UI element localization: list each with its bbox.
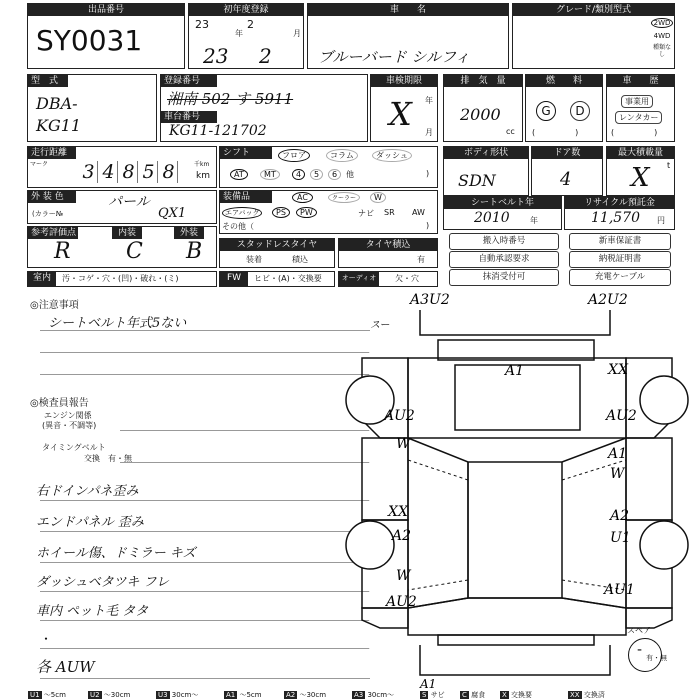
mileage-digit-5: 8 [160, 161, 178, 183]
mileage-marker: マーク [30, 161, 49, 168]
displacement-value: 2000 [460, 105, 501, 124]
rear-right-wheel [640, 521, 688, 569]
model-label: 型 式 [28, 75, 68, 87]
report-bullet-6: ・ [40, 632, 53, 646]
inspection-label: 車検期限 [371, 75, 437, 87]
timing-exchange: 交換 有・無 [84, 454, 132, 463]
front-bumper [420, 310, 610, 335]
recycle-box [564, 196, 675, 230]
legend-item-xx [568, 691, 605, 700]
history-commercial: 事業用 [621, 95, 653, 108]
mark-right-rear-quarter: AU1 [604, 582, 635, 598]
first-reg-month-unit: 月 [293, 29, 301, 38]
history-label: 車 歴 [607, 75, 674, 87]
first-registration-label: 初年度登録 [189, 4, 303, 16]
equipment-label: 装備品 [220, 191, 272, 203]
interior-cond-label: 室内 [28, 272, 56, 286]
legend-text: 腐食 [468, 691, 486, 699]
legend-key: C [462, 691, 467, 699]
interior-grade: C [126, 239, 143, 264]
report-item-7: 各 AUW [36, 658, 95, 676]
legend-key: X [502, 691, 507, 699]
lot-number-label: 出品番号 [28, 4, 184, 16]
equip-sr: SR [384, 208, 395, 217]
roof [468, 462, 562, 598]
grade-box [512, 3, 675, 69]
note-line [120, 462, 370, 463]
mark-left-rear-xx: XX [388, 504, 408, 520]
fuel-d: D [570, 101, 590, 121]
ref-score-label: 参考評価点 [28, 227, 78, 239]
mark-bumper: スー [370, 320, 390, 331]
interior-cond-options: 汚・コゲ・穴・(凹)・破れ・(ミ) [62, 274, 179, 283]
drive-4wd: 4WD [653, 32, 671, 40]
mark-left-rear-door: A2 [392, 528, 412, 544]
tire-load-box [338, 238, 438, 268]
note-line [40, 562, 370, 563]
legend-key: U1 [30, 691, 40, 699]
legend-key: S [422, 691, 427, 699]
equip-ac: AC [292, 192, 313, 203]
mark-rear-bottom: A1 [420, 677, 437, 690]
lot-number-value: SY0031 [36, 24, 143, 57]
recycle-label: リサイクル預託金 [565, 197, 674, 209]
fw-label: FW [220, 272, 248, 286]
legend-item-c [460, 691, 485, 700]
legend-key: U2 [90, 691, 100, 699]
equipment-box [219, 190, 438, 234]
timing-label: タイミングベルト [42, 443, 106, 452]
windshield [408, 438, 626, 462]
capacity-value: X [631, 163, 650, 193]
equip-aw: AW [412, 208, 425, 217]
history-box [606, 74, 675, 142]
mark-right-front-fender: AU2 [606, 408, 637, 424]
body-label: ボディ形状 [444, 147, 528, 159]
first-registration-box [188, 3, 304, 69]
mileage-digit-2: 4 [100, 161, 118, 183]
report-item-3: ホイール傷、ドミラー キズ [36, 546, 196, 561]
exterior-label: 外装 [174, 227, 204, 239]
mark-top-left: A3U2 [410, 292, 450, 308]
note-line [40, 330, 370, 331]
spare-sub: 有・無 [646, 654, 667, 662]
doors-value: 4 [560, 169, 572, 190]
legend-text: 30cm～ [169, 691, 199, 699]
studless-box [219, 238, 335, 268]
legend-item-s [420, 691, 445, 700]
engine-label: エンジン関係 [44, 411, 92, 420]
equip-other-paren: ) [426, 221, 430, 230]
audio-options: 欠・穴 [395, 274, 419, 283]
trans-gear-4: 4 [292, 169, 305, 180]
doc-charge-cable: 充電ケーブル [569, 269, 671, 286]
left-side-line [408, 438, 468, 608]
seatbelt-label: シートベルト年 [444, 197, 561, 209]
doors-label: ドア数 [532, 147, 602, 159]
inspection-box [370, 74, 438, 142]
mark-left-front-fender: AU2 [384, 408, 415, 424]
fuel-g: G [536, 101, 556, 121]
interior-cond-box [27, 271, 217, 287]
trans-other-paren: ) [426, 169, 430, 178]
mileage-unit: km [196, 171, 210, 181]
legend-item-x [500, 691, 532, 700]
displacement-label: 排 気 量 [444, 75, 522, 87]
mark-left-rear-quarter: AU2 [386, 594, 417, 610]
mark-left-rear-w: W [396, 568, 411, 584]
trans-at: AT [230, 169, 248, 180]
chassis-label: 車台番号 [161, 111, 217, 123]
first-reg-printed-year: 23 [195, 18, 209, 31]
color-box [27, 190, 217, 224]
car-name-box [307, 3, 509, 69]
exterior-grade: B [186, 239, 203, 264]
car-name-value: ブルーバード シルフィ [318, 48, 470, 66]
legend-item-u2 [88, 691, 130, 700]
note-line [40, 500, 370, 501]
shift-box [219, 146, 438, 188]
first-reg-year-unit: 年 [235, 29, 243, 38]
equip-airbag: エアバッグ [222, 207, 262, 219]
note-line [40, 678, 370, 679]
registration-label: 登録番号 [161, 75, 217, 87]
doc-tax-proof: 納税証明書 [569, 251, 671, 268]
legend-item-a3 [352, 691, 394, 700]
fuel-label: 燃 料 [526, 75, 602, 87]
trans-gear-other: 他 [346, 170, 354, 179]
trans-gear-5: 5 [310, 169, 323, 180]
inspection-value: X [389, 95, 412, 133]
doc-warranty: 新車保証書 [569, 233, 671, 250]
score-value: R [54, 239, 71, 264]
mileage-digit-1: 3 [80, 161, 98, 183]
shift-column: コラム [326, 149, 358, 162]
left-rear-quarter [362, 608, 408, 628]
caution-text: シートベルト年式5ない [48, 316, 187, 331]
legend-key: XX [570, 691, 580, 699]
mark-left-front-door: W [396, 436, 411, 452]
history-parens: ( ) [611, 128, 658, 137]
engine-sub: (異音・不調等) [42, 421, 97, 430]
shift-dash: ダッシュ [372, 149, 412, 162]
spare-label: スペア [627, 626, 651, 635]
mileage-box [27, 146, 217, 188]
audio-box [338, 271, 438, 287]
seatbelt-value: 2010 [474, 210, 510, 226]
lot-number-box [27, 3, 185, 69]
equip-ps: PS [272, 207, 290, 218]
capacity-unit: t [667, 161, 671, 170]
legend-item-a2 [284, 691, 326, 700]
trunk [438, 635, 594, 645]
rear-window [408, 598, 626, 635]
right-front-door [626, 438, 672, 520]
legend-text: ～30cm [101, 691, 131, 699]
inspection-month-unit: 月 [425, 128, 433, 137]
audio-label: オーディオ [339, 272, 379, 286]
inspection-year-unit: 年 [425, 96, 433, 105]
equip-cooler: クーラー [328, 192, 360, 203]
inspector-title: ◎検査員報告 [30, 398, 89, 409]
mark-roof: A1 [505, 363, 525, 379]
report-item-4: ダッシュベタツキ フレ [36, 575, 169, 590]
fuel-box [525, 74, 603, 142]
studless-label: スタッドレスタイヤ [220, 239, 334, 251]
recycle-unit: 円 [657, 216, 665, 225]
interior-label: 内装 [112, 227, 142, 239]
first-reg-year: 23 [203, 44, 229, 68]
legend-text: 交換済 [581, 691, 605, 699]
color-label: 外 装 色 [28, 191, 76, 203]
mileage-label: 走行距離 [28, 147, 76, 159]
seatbelt-box [443, 196, 562, 230]
body-value: SDN [458, 171, 496, 190]
trans-mt: MT [260, 169, 280, 180]
mileage-digit-4: 5 [140, 161, 158, 183]
legend-key: A1 [226, 691, 236, 699]
equip-navi: ナビ [358, 209, 374, 218]
first-reg-printed-month: 2 [247, 18, 254, 31]
spare-value: - [637, 642, 643, 658]
note-line [40, 591, 370, 592]
drive-options [651, 18, 673, 58]
tire-load-label: タイヤ積込 [339, 239, 437, 251]
doc-auto-approval: 自動承認要求 [449, 251, 559, 268]
note-line [40, 531, 370, 532]
legend-item-u3 [156, 691, 198, 700]
evaluation-box [27, 226, 217, 268]
report-item-1: 右ドインパネ歪み [36, 484, 139, 499]
legend-item-a1 [224, 691, 262, 700]
note-line [40, 352, 370, 353]
studless-loaded: 積込 [292, 255, 308, 264]
trans-gear-6: 6 [328, 169, 341, 180]
mileage-unit-top: 千km [194, 161, 210, 168]
doc-arrival-plate: 搬入時番号 [449, 233, 559, 250]
legend-text: ～5cm [41, 691, 66, 699]
legend-text: ～5cm [237, 691, 262, 699]
legend-text: サビ [428, 691, 445, 699]
equip-other-label: その他（ [222, 222, 254, 231]
model-box [27, 74, 157, 142]
front-right-wheel [640, 376, 688, 424]
color-value: パール [108, 194, 150, 210]
note-line [40, 620, 370, 621]
body-box [443, 146, 529, 196]
recycle-value: 11,570 [591, 210, 640, 226]
drive-2wd: 2WD [651, 18, 673, 28]
first-reg-month: 2 [259, 44, 272, 68]
shift-label: シフト [220, 147, 272, 159]
legend-text: ～30cm [297, 691, 327, 699]
capacity-box [606, 146, 675, 196]
note-line [40, 648, 370, 649]
equip-w: W [370, 192, 386, 203]
mark-right-front-door-2: W [610, 466, 625, 482]
doc-cancel-accept: 抹消受付可 [449, 269, 559, 286]
doors-box [531, 146, 603, 196]
note-line [40, 374, 370, 375]
shift-floor: フロア [278, 149, 310, 162]
mark-top-right: A2U2 [588, 292, 628, 308]
mileage-digit-3: 8 [120, 161, 138, 183]
history-rental: レンタカー [615, 111, 662, 124]
mark-right-front-xx: XX [608, 362, 628, 378]
caution-title: ◎注意事項 [30, 300, 79, 311]
registration-box [160, 74, 368, 142]
report-item-5: 車内 ペット毛 タタ [36, 604, 149, 619]
fuel-parens: ( ) [532, 128, 579, 137]
legend-key: U3 [158, 691, 168, 699]
mark-right-front-door-1: A1 [608, 446, 628, 462]
tire-load-yes: 有 [417, 255, 425, 264]
legend-text: 交換要 [508, 691, 533, 699]
capacity-label: 最大積載量 [607, 147, 674, 159]
mark-right-rear-door-1: A2 [610, 508, 630, 524]
legend-key: A2 [286, 691, 296, 699]
fw-options: ヒビ・(A)・交換要 [254, 274, 322, 283]
displacement-unit: cc [506, 127, 515, 136]
model-value: DBA- KG11 [36, 94, 82, 135]
legend-key: A3 [354, 691, 364, 699]
color-change-label: (カラー№ [32, 210, 64, 218]
fw-box [219, 271, 335, 287]
car-name-label: 車 名 [308, 4, 508, 16]
report-item-2: エンドパネル 歪み [36, 515, 144, 530]
seatbelt-unit: 年 [530, 216, 538, 225]
legend-text: 30cm～ [365, 691, 395, 699]
drive-none: 種類なし [652, 44, 671, 58]
legend-item-u1 [28, 691, 66, 700]
displacement-box [443, 74, 523, 142]
mark-right-rear-door-2: U1 [610, 530, 631, 546]
equip-pw: PW [296, 207, 317, 218]
studless-mounted: 装着 [246, 255, 262, 264]
rear-left-wheel [346, 521, 394, 569]
note-line [120, 430, 370, 431]
color-code: QX1 [158, 206, 187, 221]
chassis-value: KG11-121702 [169, 123, 267, 139]
grade-label: グレード/類別型式 [513, 4, 674, 16]
registration-value: 湘南 502 す 5911 [167, 90, 294, 108]
